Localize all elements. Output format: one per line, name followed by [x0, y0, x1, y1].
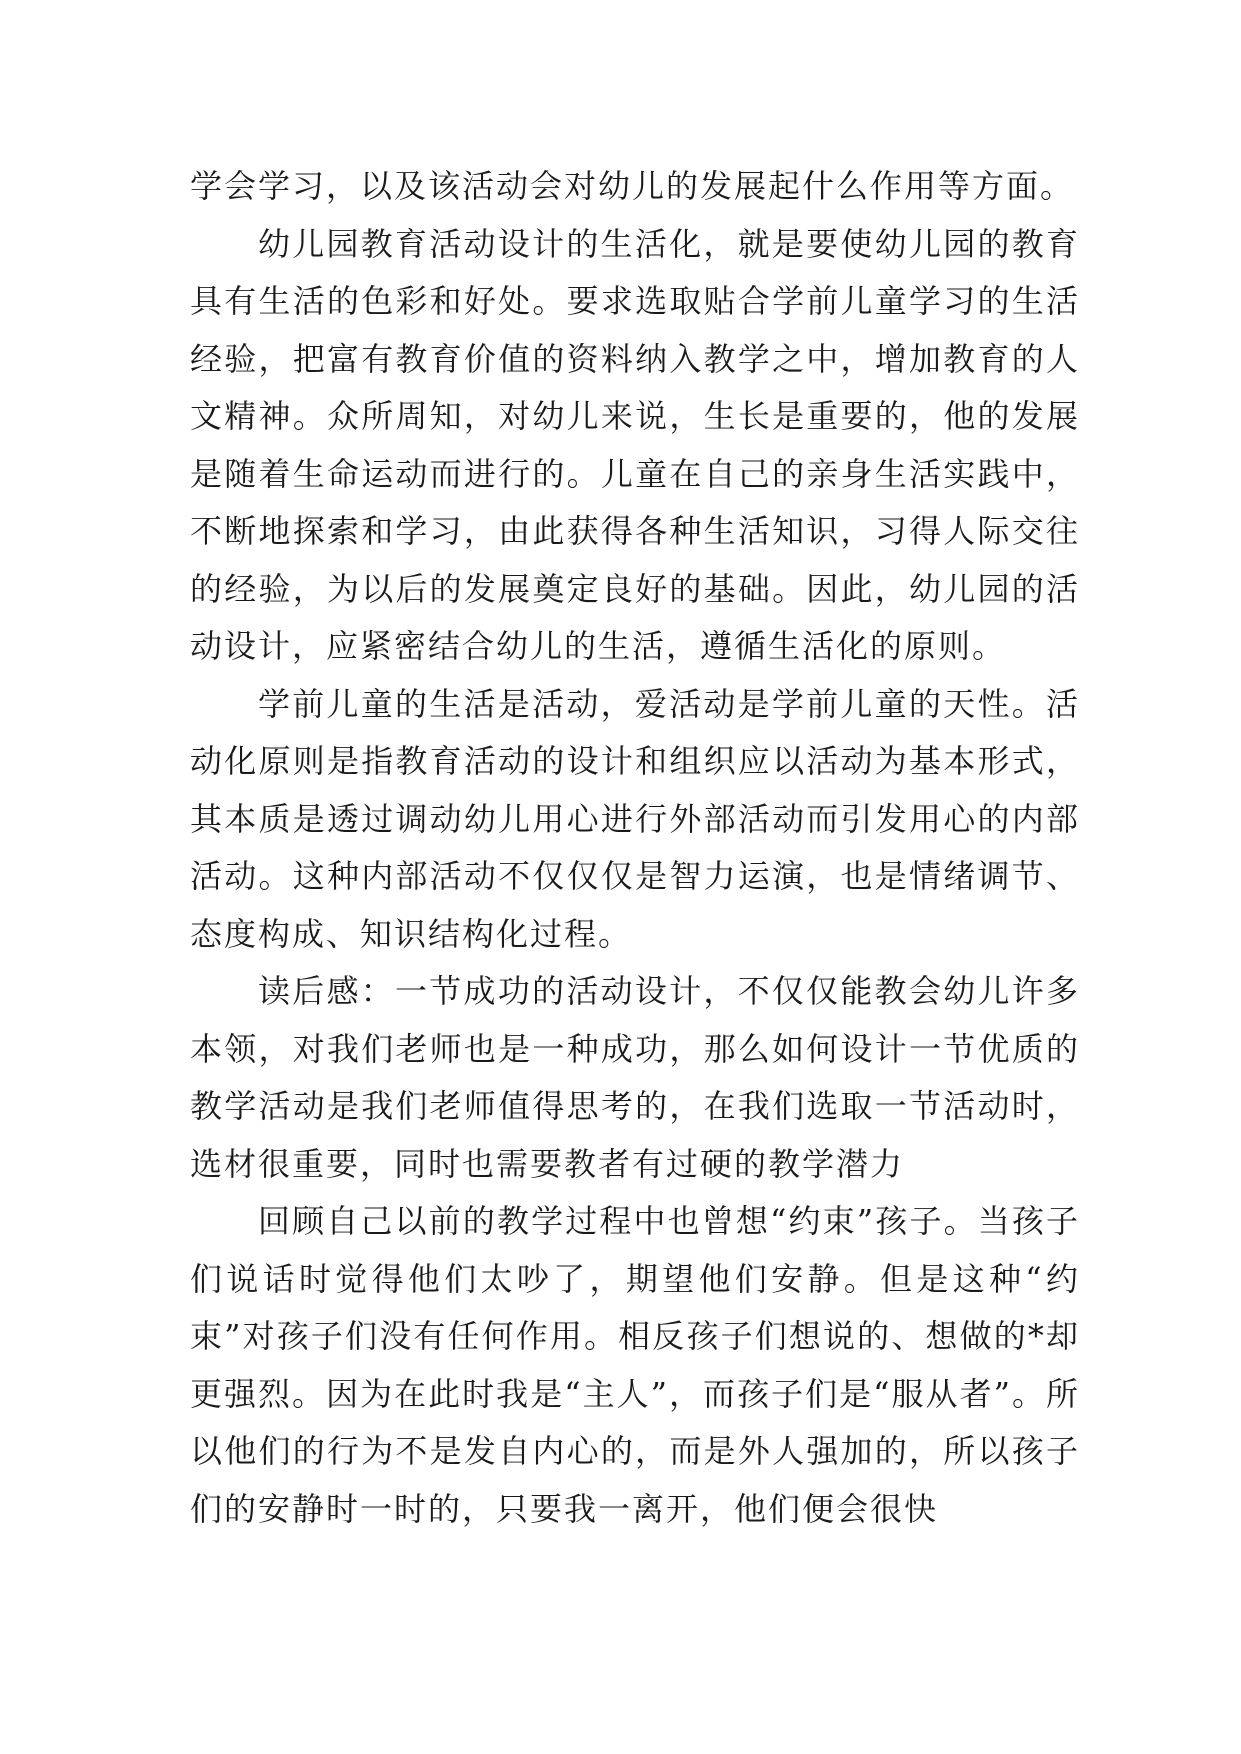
paragraph-5: 回顾自己以前的教学过程中也曾想“约束”孩子。当孩子们说话时觉得他们太吵了，期望他们安静。但是这种“约束”对孩子们没有任何作用。相反孩子们想说的、想做的*却更强烈。因为在此时我是“主人”，而孩子们是“服从者”。所以他们的行为不是发自内心的，而是外人强加的，所以孩子们的安静时一时的，只要我一离开，他们便会很快: [190, 1202, 1080, 1528]
paragraph-1: 学会学习，以及该活动会对幼儿的发展起什么作用等方面。: [190, 167, 1075, 205]
document-body: [190, 158, 1080, 1538]
paragraph-2: 幼儿园教育活动设计的生活化，就是要使幼儿园的教育具有生活的色彩和好处。要求选取贴合学前儿童学习的生活经验，把富有教育价值的资料纳入教学之中，增加教育的人文精神。众所周知，对幼儿来说，生长是重要的，他的发展是随着生命运动而进行的。儿童在自己的亲身生活实践中，不断地探索和学习，由此获得各种生活知识，习得人际交往的经验，为以后的发展奠定良好的基础。因此，幼儿园的活动设计，应紧密结合幼儿的生活，遵循生活化的原则。: [190, 224, 1080, 665]
paragraph-4: 读后感：一节成功的活动设计，不仅仅能教会幼儿许多本领，对我们老师也是一种成功，那么如何设计一节优质的教学活动是我们老师值得思考的，在我们选取一节活动时，选材很重要，同时也需要教者有过硬的教学潜力: [190, 972, 1080, 1183]
paragraph-3: 学前儿童的生活是活动，爱活动是学前儿童的天性。活动化原则是指教育活动的设计和组织应以活动为基本形式，其本质是透过调动幼儿用心进行外部活动而引发用心的内部活动。这种内部活动不仅仅仅是智力运演，也是情绪调节、态度构成、知识结构化过程。: [190, 684, 1080, 953]
